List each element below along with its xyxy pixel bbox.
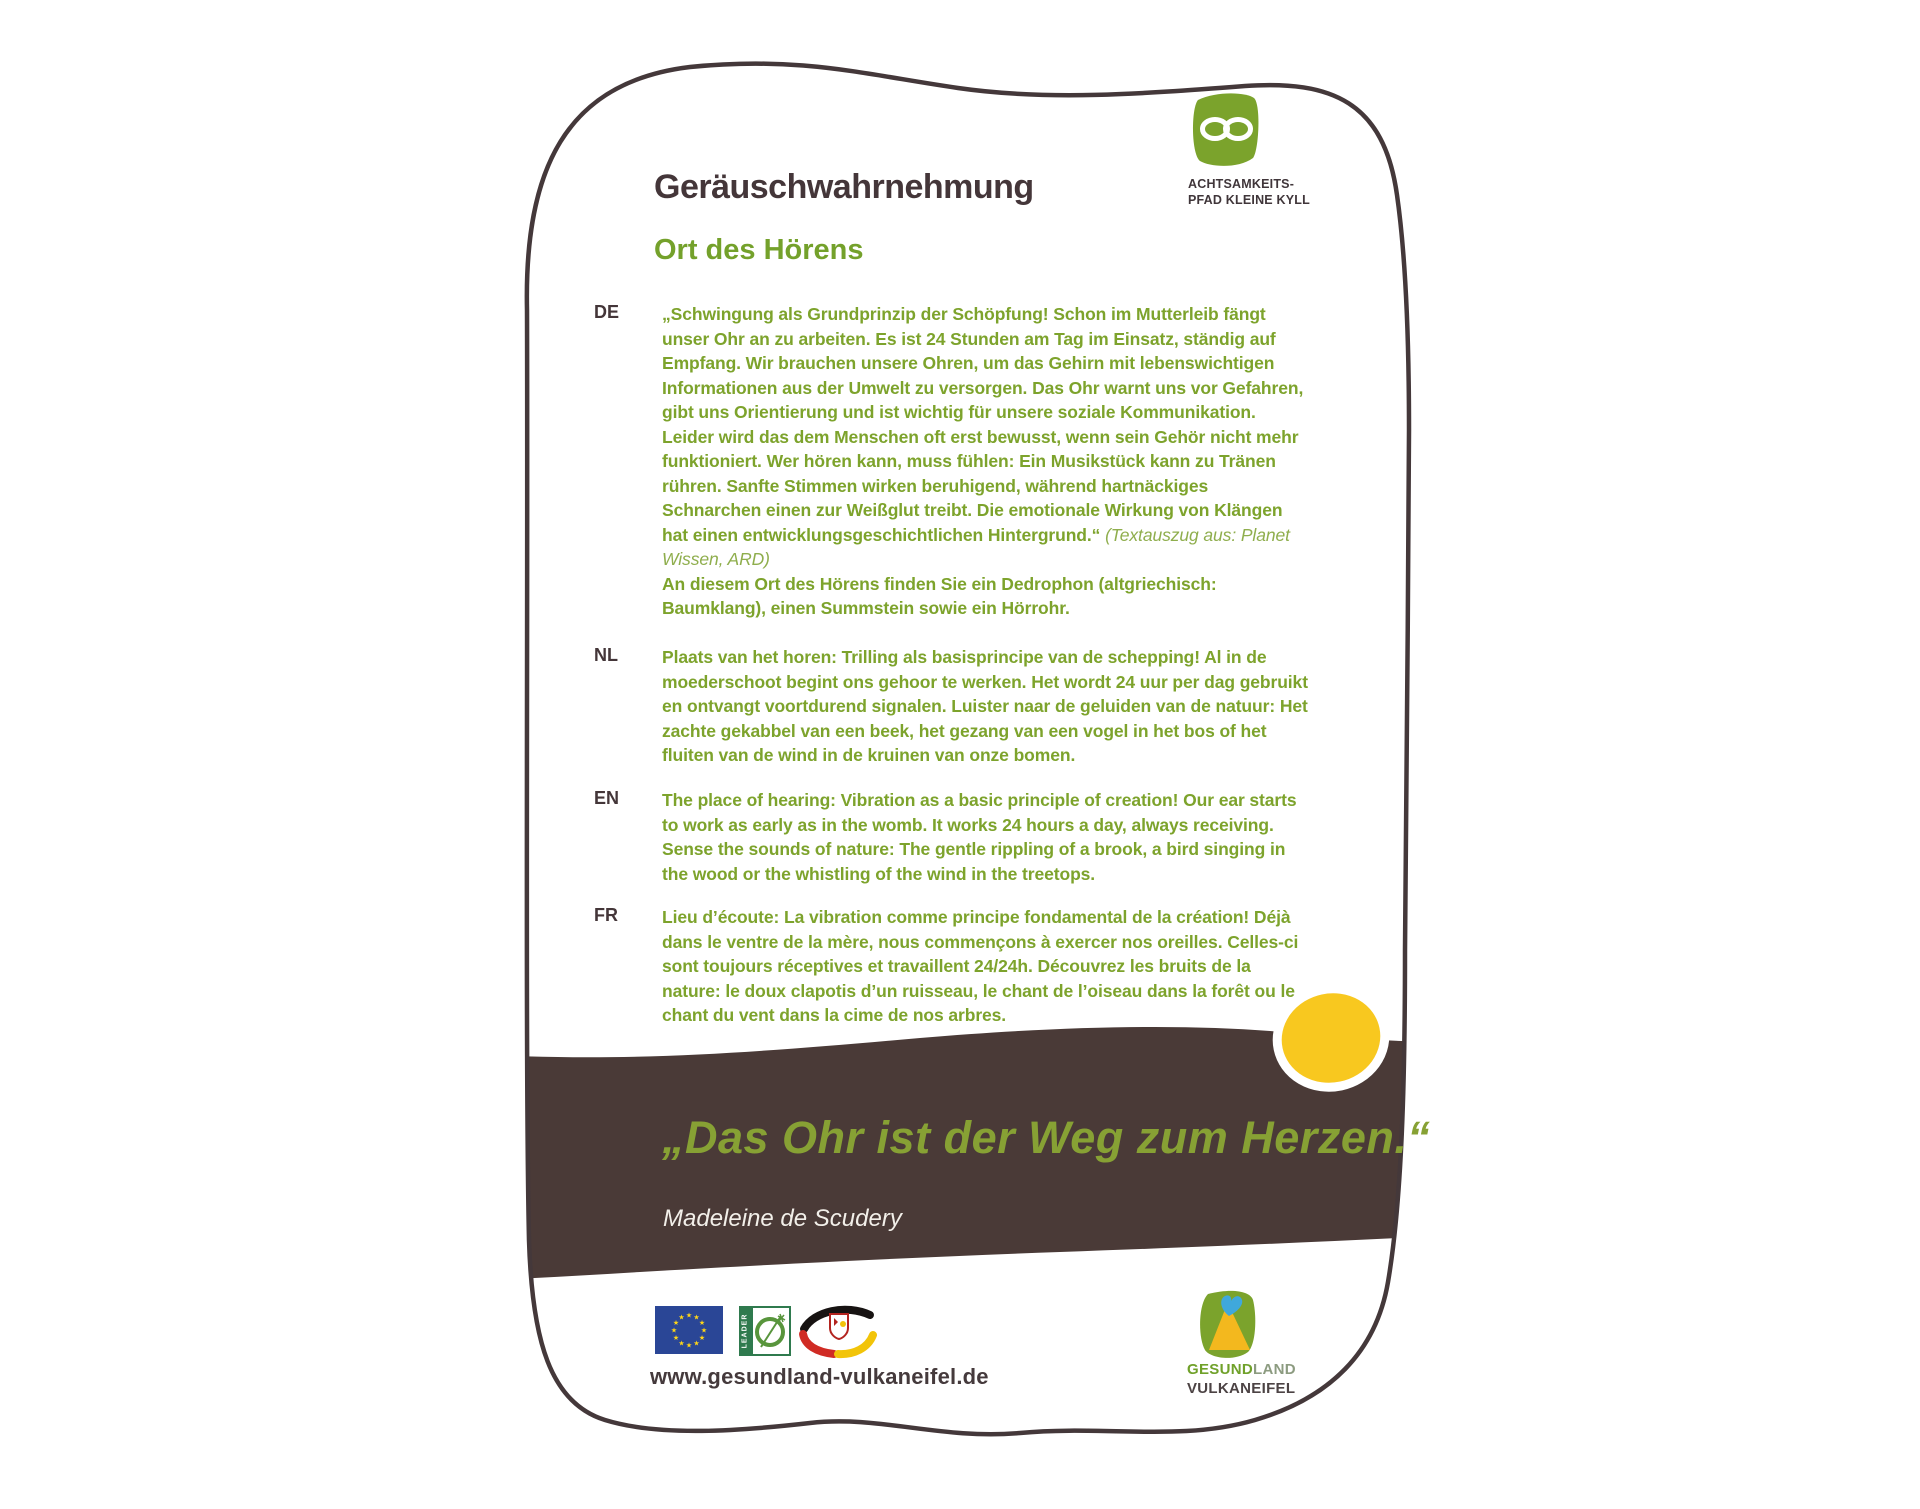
section-fr <box>594 905 1312 1028</box>
body-text-nl: Plaats van het horen: Trilling als basisprincipe van de schepping! Al in de moederschoot begint ons gehoor te werken. Het wordt 24 uur per dag gebruikt en ontvangt voortdurend signalen. Luister naar de geluiden van de natuur: Het zachte gekabbel van een beek, het gezang van een vogel in het bos of het fluiten van de wind in de kruinen van onze bomen. <box>662 647 1308 765</box>
mindfulness-badge-label <box>1188 176 1310 208</box>
body-text-fr: Lieu d’écoute: La vibration comme principe fondamental de la création! Déjà dans le ventre de la mère, nous commençons à exercer nos oreilles. Celles-ci sont toujours réceptives et travaillent 24/24h. Découvrez les bruits de la nature: le doux clapotis d’un ruisseau, le chant de l’oiseau dans la forêt ou le chant du vent dans la cime de nos arbres. <box>662 907 1299 1025</box>
leader-label: LEADER <box>741 1313 749 1349</box>
mindfulness-badge-icon <box>1188 88 1264 172</box>
svg-text:★: ★ <box>678 1313 685 1322</box>
quote-author: Madeleine de Scudery <box>663 1205 902 1232</box>
svg-text:★: ★ <box>698 1334 706 1342</box>
gesundland-line1: GESUNDLAND <box>1187 1361 1296 1378</box>
svg-text:★: ★ <box>672 1334 680 1342</box>
gesundland-wordmark <box>1187 1360 1296 1398</box>
svg-text:★: ★ <box>693 1339 700 1348</box>
de-text-source: (Textauszug aus: Planet Wissen, ARD) <box>662 524 1290 569</box>
svg-text:★: ★ <box>678 1339 685 1348</box>
svg-text:★: ★ <box>670 1326 678 1335</box>
page-subtitle: Ort des Hörens <box>654 234 864 266</box>
page-title: Geräuschwahrnehmung <box>654 168 1034 206</box>
de-extra-text: An diesem Ort des Hörens finden Sie ein Dedrophon (altgriechisch: Baumklang), einen Summstein sowie ein Hörrohr. <box>662 573 1217 618</box>
svg-text:★: ★ <box>672 1319 680 1327</box>
body-text-de <box>662 302 1312 621</box>
gesundland-logo-icon <box>1196 1288 1260 1360</box>
svg-text:★: ★ <box>685 1341 693 1350</box>
badge-line2: PFAD KLEINE KYLL <box>1188 193 1310 207</box>
de-main-text: „Schwingung als Grundprinzip der Schöpfung! Schon im Mutterleib fängt unser Ohr an zu arbeiten. Es ist 24 Stunden am Tag im Einsatz, ständig auf Empfang. Wir brauchen unsere Ohren, um das Gehirn mit lebenswichtigen Informationen aus der Umwelt zu versorgen. Das Ohr warnt uns vor Gefahren, gibt uns Orientierung und ist wichtig für unsere soziale Kommunikation. Leider wird das dem Menschen oft erst bewusst, wenn sein Gehör nicht mehr funktioniert. Wer hören kann, muss fühlen: Ein Musikstück kann zu Tränen rühren. Sanfte Stimmen wirken beruhigend, während hartnäckiges Schnarchen einen zur Weißglut treibt. Die emotionale Wirkung von Klängen hat einen entwicklungsgeschichtlichen Hintergrund.“ <box>662 304 1304 545</box>
svg-text:★: ★ <box>698 1319 706 1327</box>
lang-label-de: DE <box>594 302 620 322</box>
body-text-en: The place of hearing: Vibration as a basic principle of creation! Our ear starts to work as early as in the womb. It works 24 hours a day, always receiving. Sense the sounds of nature: The gentle rippling of a brook, a bird singing in the wood or the whistling of the wind in the treetops. <box>662 790 1297 884</box>
section-nl <box>594 645 1312 768</box>
rheinland-pfalz-logo-icon <box>798 1302 878 1362</box>
svg-text:★: ★ <box>693 1313 700 1322</box>
eu-flag-icon <box>655 1306 723 1354</box>
lang-label-fr: FR <box>594 905 618 925</box>
leader-logo-icon <box>739 1306 791 1356</box>
badge-line1: ACHTSAMKEITS- <box>1188 177 1295 191</box>
section-en <box>594 788 1312 886</box>
section-de <box>594 302 1312 621</box>
gesundland-line2: VULKANEIFEL <box>1187 1380 1296 1397</box>
svg-text:★: ★ <box>685 1311 693 1320</box>
svg-text:★: ★ <box>700 1326 708 1335</box>
quote-text: „Das Ohr ist der Weg zum Herzen.“ <box>662 1112 1431 1163</box>
website-url: www.gesundland-vulkaneifel.de <box>650 1364 989 1389</box>
lang-label-en: EN <box>594 788 620 808</box>
lang-label-nl: NL <box>594 645 618 665</box>
